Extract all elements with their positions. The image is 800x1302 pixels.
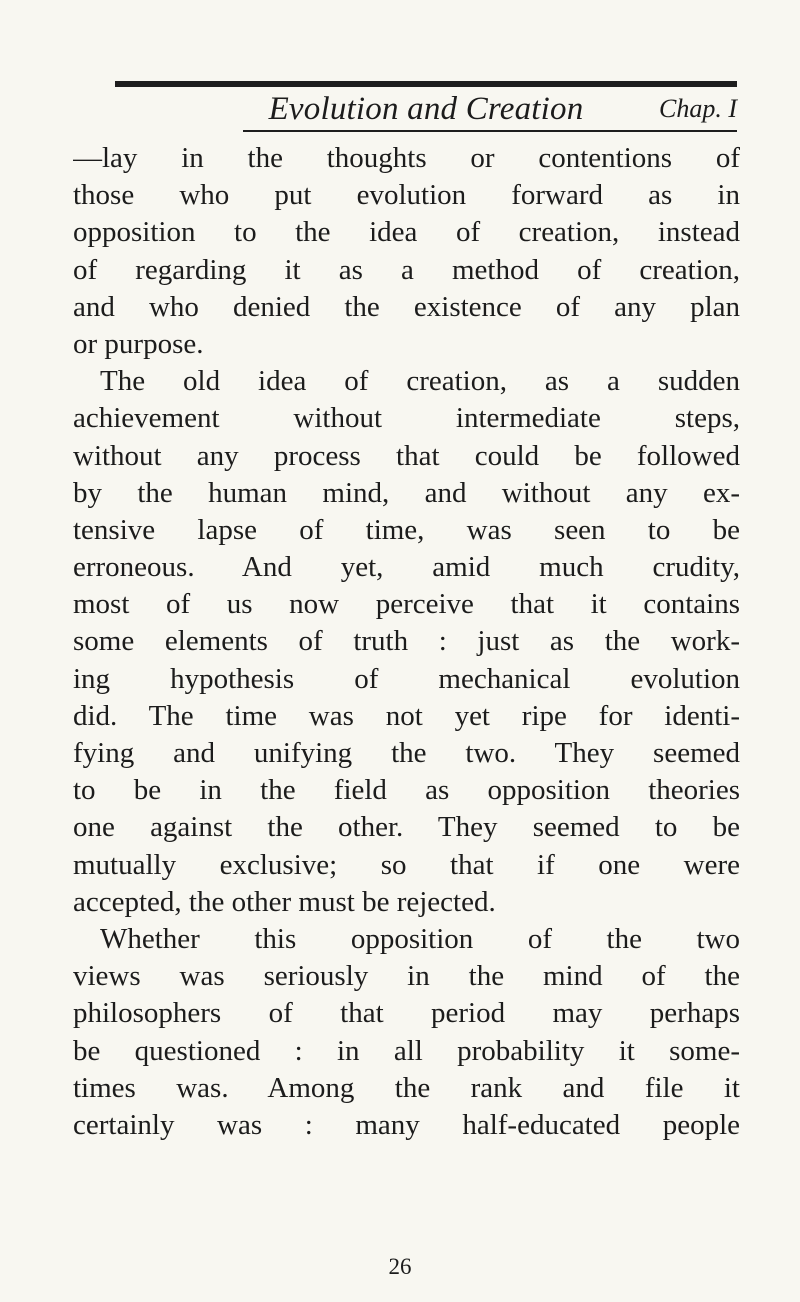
text-line: or purpose. — [73, 327, 204, 360]
text-line: erroneous. And yet, amid much crudity, — [73, 551, 740, 584]
text-line: ing hypothesis of mechanical evolution — [73, 662, 740, 695]
text-line: views was seriously in the mind of the — [73, 960, 740, 993]
text-line: philosophers of that period may perhaps — [73, 997, 740, 1030]
text-line: of regarding it as a method of creation, — [73, 253, 740, 286]
text-line: one against the other. They seemed to be — [73, 811, 740, 844]
running-head — [115, 87, 737, 131]
text-line: those who put evolution forward as in — [73, 179, 740, 212]
text-line: opposition to the idea of creation, instead — [73, 216, 740, 249]
chapter-label: Chap. I — [659, 94, 737, 123]
text-line: fying and unifying the two. They seemed — [73, 737, 740, 769]
text-line: achievement without intermediate steps, — [73, 402, 740, 435]
text-line: without any process that could be followed — [73, 439, 740, 472]
text-line: mutually exclusive; so that if one were — [73, 848, 740, 881]
header-rule-bottom — [243, 130, 737, 132]
text-line: certainly was : many half-educated people — [73, 1108, 740, 1141]
text-line: be questioned : in all probability it some- — [73, 1034, 740, 1067]
text-line: and who denied the existence of any plan — [73, 290, 740, 323]
text-line: —lay in the thoughts or contentions of — [73, 142, 740, 174]
text-line: accepted, the other must be rejected. — [73, 885, 496, 918]
text-line: tensive lapse of time, was seen to be — [73, 513, 740, 546]
running-title: Evolution and Creation — [268, 91, 584, 127]
text-line: Whether this opposition of the two — [100, 922, 740, 955]
text-line: did. The time was not yet ripe for identi- — [73, 699, 740, 732]
text-line: times was. Among the rank and file it — [73, 1071, 740, 1104]
body-text — [73, 140, 740, 1144]
page-number: 26 — [388, 1254, 412, 1279]
text-line: by the human mind, and without any ex- — [73, 476, 740, 509]
text-line: to be in the field as opposition theories — [73, 774, 740, 807]
text-line: The old idea of creation, as a sudden — [100, 365, 740, 398]
text-line: some elements of truth : just as the work- — [73, 625, 740, 658]
text-line: most of us now perceive that it contains — [73, 588, 740, 621]
